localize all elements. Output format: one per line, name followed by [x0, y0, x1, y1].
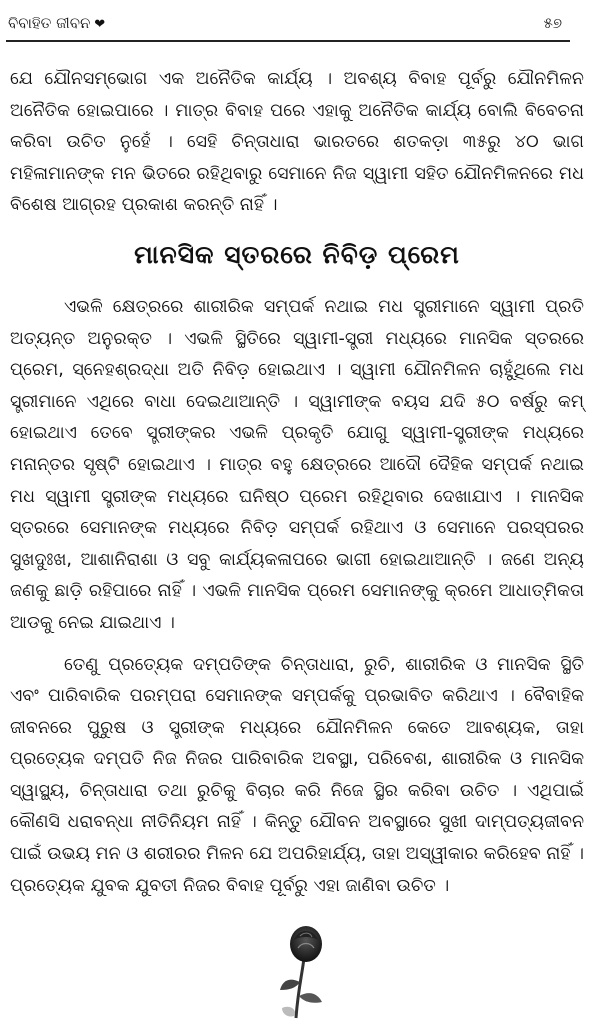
header-divider — [6, 40, 570, 42]
running-header — [0, 10, 600, 36]
paragraph-1: ଯେ ଯୌନସମ୍ଭୋଗ ଏକ ଅନୈତିକ କାର୍ଯ୍ୟ । ଅବଶ୍ୟ ବିବାହ ପୂର୍ବରୁ ଯୌନମିଳନ ଅନୈତିକ ହୋଇପାରେ । ମାତ୍ର ବିବାହ ପରେ ଏହାକୁ ଅନୈତିକ କାର୍ଯ୍ୟ ବୋଲି ବିବେଚନା କରିବା ଉଚିତ ନୁହେଁ । ସେହି ଚିନ୍ତାଧାରା ଭାରତରେ ଶତକଡ଼ା ୩୫ରୁ ୪୦ ଭାଗ ମହିଳାମାନଙ୍କ ମନ ଭିତରେ ରହିଥିବାରୁ ସେମାନେ ନିଜ ସ୍ୱାମୀ ସହିତ ଯୌନମିଳନରେ ମଧ ବିଶେଷ ଆଗ୍ରହ ପ୍ରକାଶ କରନ୍ତି ନାହିଁ । — [10, 69, 584, 216]
running-title-wrap — [8, 14, 105, 32]
heart-icon: ❤ — [94, 17, 106, 32]
running-title: ବିବାହିତ ଜୀବନ — [8, 14, 91, 32]
page-number: ୫୭ — [543, 14, 562, 32]
paragraph-gap — [10, 640, 584, 650]
section-heading: ମାନସିକ ସ୍ତରରେ ନିବିଡ଼ ପ୍ରେମ — [134, 239, 460, 269]
rose-icon — [268, 920, 338, 1020]
paragraph-3: ତେଣୁ ପ୍ରତ୍ୟେକ ଦମ୍ପତିଙ୍କ ଚିନ୍ତାଧାରା, ରୁଚି, ଶାରୀରିକ ଓ ମାନସିକ ସ୍ଥିତି ଏବଂ ପାରିବାରିକ ପରମ୍ପରା ସେମାନଙ୍କ ସମ୍ପର୍କକୁ ପ୍ରଭାବିତ କରିଥାଏ । ବୈବାହିକ ଜୀବନରେ ପୁରୁଷ ଓ ସ୍ତ୍ରୀଙ୍କ ମଧ୍ୟରେ ଯୌନମିଳନ କେତେ ଆବଶ୍ୟକ, ତାହା ପ୍ରତ୍ୟେକ ଦମ୍ପତି ନିଜ ନିଜର ପାରିବାରିକ ଅବସ୍ଥା, ପରିବେଶ, ଶାରୀରିକ ଓ ମାନସିକ ସ୍ୱାସ୍ଥ୍ୟ, ଚିନ୍ତାଧାରା ତଥା ରୁଚିକୁ ବିଚାର କରି ନିଜେ ସ୍ଥିର କରିବା ଉଚିତ । ଏଥିପାଇଁ କୌଣସି ଧରାବନ୍ଧା ନୀତିନିୟମ ନାହିଁ । କିନ୍ତୁ ଯୌବନ ଅବସ୍ଥାରେ ସୁଖୀ ଦାମ୍ପତ୍ୟଜୀବନ ପାଇଁ ଉଭୟ ମନ ଓ ଶରୀରର ମିଳନ ଯେ ଅପରିହାର୍ଯ୍ୟ, ତାହା ଅସ୍ୱୀକାର କରିହେବ ନାହିଁ । ପ୍ରତ୍ୟେକ ଯୁବକ ଯୁବତୀ ନିଜର ବିବାହ ପୂର୍ବରୁ ଏହା ଜାଣିବା ଉଚିତ । — [10, 654, 584, 896]
paragraph-2: ଏଭଳି କ୍ଷେତ୍ରରେ ଶାରୀରିକ ସମ୍ପର୍କ ନଥାଇ ମଧ ସ୍ତ୍ରୀମାନେ ସ୍ୱାମୀ ପ୍ରତି ଅତ୍ୟନ୍ତ ଅନୁରକ୍ତ । ଏଭଳି ସ୍ଥିତିରେ ସ୍ୱାମୀ-ସ୍ତ୍ରୀ ମଧ୍ୟରେ ମାନସିକ ସ୍ତରରେ ପ୍ରେମ, ସ୍ନେହଶ୍ରଦ୍ଧା ଅତି ନିବିଡ଼ ହୋଇଥାଏ । ସ୍ୱାମୀ ଯୌନମିଳନ ଚାହୁଁଥିଲେ ମଧ ସ୍ତ୍ରୀମାନେ ଏଥିରେ ବାଧା ଦେଇଥାଆନ୍ତି । ସ୍ୱାମୀଙ୍କ ବୟସ ଯଦି ୫୦ ବର୍ଷରୁ କମ୍ ହୋଇଥାଏ ତେବେ ସ୍ତ୍ରୀଙ୍କର ଏଭଳି ପ୍ରକୃତି ଯୋଗୁ ସ୍ୱାମୀ-ସ୍ତ୍ରୀଙ୍କ ମଧ୍ୟରେ ମନାନ୍ତର ସୃଷ୍ଟି ହୋଇଥାଏ । ମାତ୍ର ବହୁ କ୍ଷେତ୍ରରେ ଆଦୌ ଦୈହିକ ସମ୍ପର୍କ ନଥାଇ ମଧ ସ୍ୱାମୀ ସ୍ତ୍ରୀଙ୍କ ମଧ୍ୟରେ ଘନିଷ୍ଠ ପ୍ରେମ ରହିଥିବାର ଦେଖାଯାଏ । ମାନସିକ ସ୍ତରରେ ସେମାନଙ୍କ ମଧ୍ୟରେ ନିବିଡ଼ ସମ୍ପର୍କ ରହିଥାଏ ଓ ସେମାନେ ପରସ୍ପରର ସୁଖଦୁଃଖ, ଆଶାନିରାଶା ଓ ସବୁ କାର୍ଯ୍ୟକଳାପରେ ଭାଗୀ ହୋଇଥାଆନ୍ତି । ଜଣେ ଅନ୍ୟ ଜଣକୁ ଛାଡ଼ି ରହିପାରେ ନାହିଁ । ଏଭଳି ମାନସିକ ପ୍ରେମ ସେମାନଙ୍କୁ କ୍ରମେ ଆଧାତ୍ମିକତା ଆଡକୁ ନେଇ ଯାଇଥାଏ । — [10, 296, 584, 633]
body-text — [10, 64, 584, 902]
